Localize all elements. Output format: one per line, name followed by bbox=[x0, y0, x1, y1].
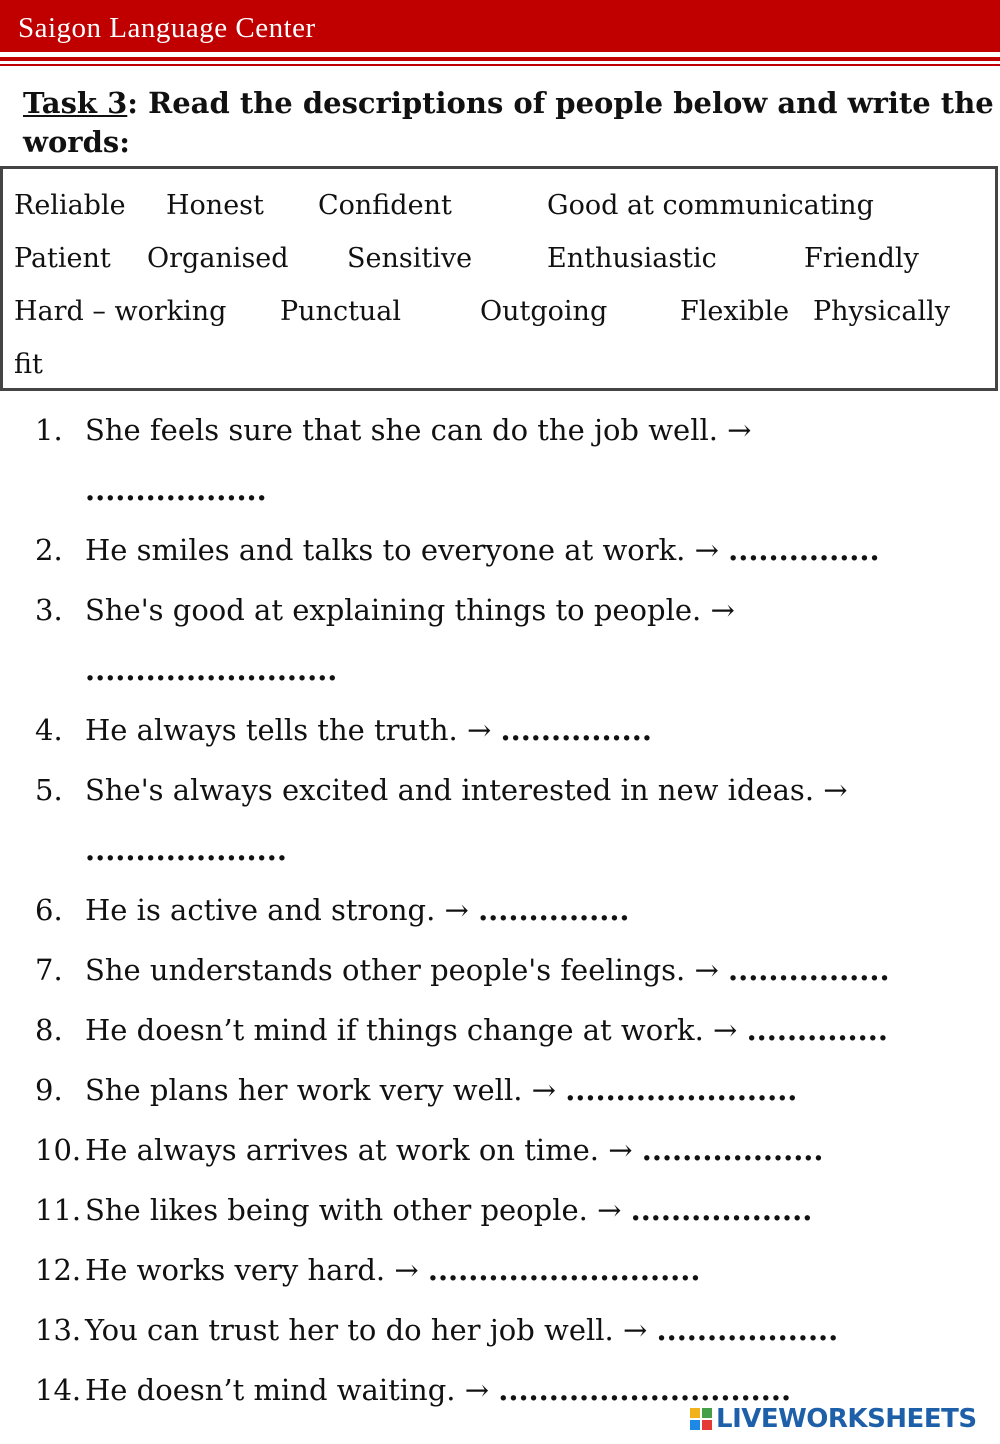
answer-blank[interactable]: .................. bbox=[630, 1193, 813, 1227]
question-number: 14. bbox=[35, 1373, 82, 1407]
question-number: 4. bbox=[35, 713, 63, 747]
question-number: 3. bbox=[35, 593, 63, 627]
question-text: He doesn’t mind if things change at work. → bbox=[85, 1013, 738, 1047]
header-title: Saigon Language Center bbox=[18, 12, 316, 44]
liveworksheets-logo bbox=[690, 1404, 977, 1434]
answer-blank[interactable]: ............... bbox=[478, 893, 630, 927]
question-number: 2. bbox=[35, 533, 63, 567]
question-text: She understands other people's feelings. → bbox=[85, 953, 719, 987]
logo-text: LIVEWORKSHEETS bbox=[716, 1404, 977, 1434]
word-bank-item: Good at communicating bbox=[547, 190, 874, 221]
answer-blank[interactable]: .............. bbox=[746, 1013, 888, 1047]
answer-blank[interactable]: .................. bbox=[656, 1313, 839, 1347]
word-bank-item: Confident bbox=[318, 190, 452, 221]
question-text: He doesn’t mind waiting. → bbox=[85, 1373, 490, 1407]
question-text: He always tells the truth. → bbox=[85, 713, 492, 747]
answer-blank[interactable]: ....................... bbox=[565, 1073, 798, 1107]
word-bank-item: Flexible bbox=[680, 296, 790, 327]
answer-blank[interactable]: ............... bbox=[728, 533, 880, 567]
question-text: He works very hard. → bbox=[85, 1253, 419, 1287]
answer-blank[interactable]: .................... bbox=[85, 833, 287, 867]
word-bank-item: Physically bbox=[813, 296, 951, 327]
word-bank-item: Friendly bbox=[804, 243, 919, 274]
question-text: She's good at explaining things to people. → bbox=[85, 593, 735, 627]
answer-blank[interactable]: ............... bbox=[500, 713, 652, 747]
header-divider-thin bbox=[0, 64, 1000, 66]
word-bank-item: Punctual bbox=[280, 296, 402, 327]
task-instruction: : Read the descriptions of people below and write the words: bbox=[23, 86, 994, 159]
liveworksheets-logo-icon bbox=[690, 1408, 712, 1430]
answer-blank[interactable]: ........................... bbox=[427, 1253, 701, 1287]
question-number: 9. bbox=[35, 1073, 63, 1107]
word-bank-item: Patient bbox=[14, 243, 111, 274]
answer-blank[interactable]: ............................. bbox=[498, 1373, 792, 1407]
word-bank-item: Hard – working bbox=[14, 296, 227, 327]
question-text: She's always excited and interested in new ideas. → bbox=[85, 773, 848, 807]
word-bank-box bbox=[0, 166, 998, 391]
answer-blank[interactable]: .................. bbox=[85, 473, 267, 507]
question-number: 13. bbox=[35, 1313, 82, 1347]
answer-blank[interactable]: .................. bbox=[641, 1133, 824, 1167]
question-text: She likes being with other people. → bbox=[85, 1193, 622, 1227]
word-bank-item: Sensitive bbox=[347, 243, 473, 274]
question-text: She feels sure that she can do the job well. → bbox=[85, 413, 752, 447]
question-number: 8. bbox=[35, 1013, 63, 1047]
question-text: He always arrives at work on time. → bbox=[85, 1133, 633, 1167]
question-number: 10. bbox=[35, 1133, 82, 1167]
word-bank-item: Honest bbox=[166, 190, 264, 221]
task-label: Task 3 bbox=[23, 86, 128, 120]
header-divider bbox=[0, 57, 1000, 61]
question-number: 6. bbox=[35, 893, 63, 927]
task-heading bbox=[23, 84, 998, 162]
question-text: He is active and strong. → bbox=[85, 893, 469, 927]
word-bank-item: Reliable bbox=[14, 190, 126, 221]
answer-blank[interactable]: ......................... bbox=[85, 653, 338, 687]
word-bank-item: Outgoing bbox=[480, 296, 608, 327]
question-number: 12. bbox=[35, 1253, 82, 1287]
question-text: He smiles and talks to everyone at work. → bbox=[85, 533, 719, 567]
question-number: 11. bbox=[35, 1193, 82, 1227]
question-text: You can trust her to do her job well. → bbox=[85, 1313, 648, 1347]
answer-blank[interactable]: ................ bbox=[728, 953, 890, 987]
word-bank-item: Organised bbox=[147, 243, 289, 274]
word-bank-item: Enthusiastic bbox=[547, 243, 717, 274]
word-bank-item: fit bbox=[14, 349, 43, 380]
question-number: 1. bbox=[35, 413, 63, 447]
question-number: 5. bbox=[35, 773, 63, 807]
question-number: 7. bbox=[35, 953, 63, 987]
question-text: She plans her work very well. → bbox=[85, 1073, 556, 1107]
